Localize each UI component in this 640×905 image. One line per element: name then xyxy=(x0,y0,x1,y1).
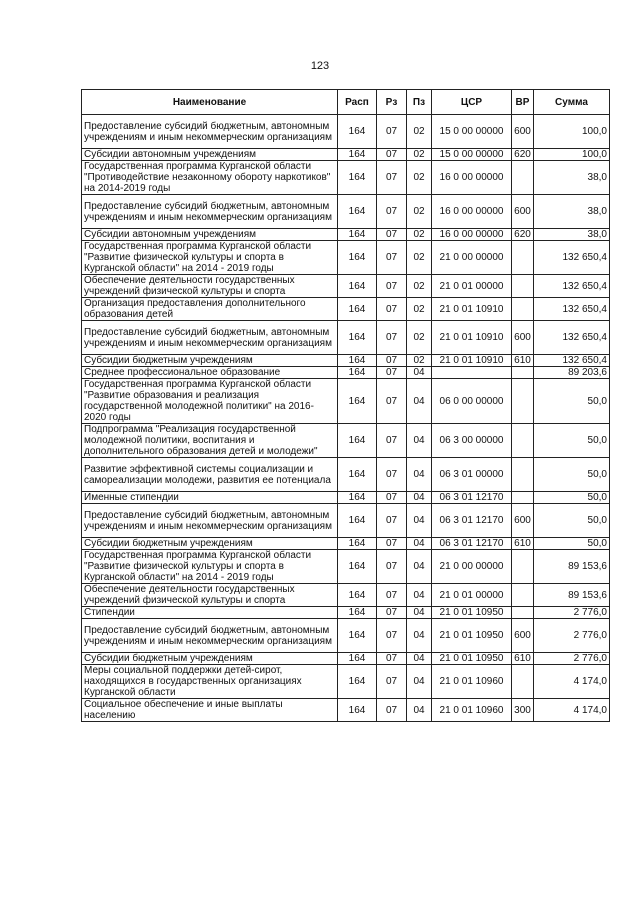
table-row xyxy=(82,699,610,722)
cell-pz: 04 xyxy=(407,367,432,379)
cell-name: Стипендии xyxy=(82,607,338,619)
cell-sum: 132 650,4 xyxy=(534,355,610,367)
cell-name: Среднее профессиональное образование xyxy=(82,367,338,379)
cell-name: Субсидии бюджетным учреждениям xyxy=(82,653,338,665)
cell-sum: 50,0 xyxy=(534,504,610,538)
cell-name: Организация предоставления дополнительного образования детей xyxy=(82,298,338,321)
table-row xyxy=(82,149,610,161)
cell-sum: 4 174,0 xyxy=(534,699,610,722)
cell-vr xyxy=(512,550,534,584)
table-row xyxy=(82,538,610,550)
cell-rasp: 164 xyxy=(338,607,377,619)
cell-csr: 21 0 01 10910 xyxy=(432,321,512,355)
table-body xyxy=(82,115,610,722)
cell-rasp: 164 xyxy=(338,195,377,229)
cell-pz: 02 xyxy=(407,275,432,298)
cell-rasp: 164 xyxy=(338,619,377,653)
cell-vr: 620 xyxy=(512,149,534,161)
cell-vr: 600 xyxy=(512,321,534,355)
header-rasp: Расп xyxy=(338,90,377,115)
cell-sum: 132 650,4 xyxy=(534,298,610,321)
cell-vr: 600 xyxy=(512,195,534,229)
cell-pz: 02 xyxy=(407,321,432,355)
budget-table xyxy=(81,89,610,722)
cell-sum: 50,0 xyxy=(534,538,610,550)
cell-pz: 02 xyxy=(407,241,432,275)
cell-name: Государственная программа Курганской области "Развитие физической культуры и спорта в Курганской области" на 2014 - 2019 годы xyxy=(82,241,338,275)
cell-rz: 07 xyxy=(377,619,407,653)
table-header-row xyxy=(82,90,610,115)
cell-sum: 2 776,0 xyxy=(534,653,610,665)
cell-csr: 06 3 01 12170 xyxy=(432,492,512,504)
table-row xyxy=(82,195,610,229)
cell-rz: 07 xyxy=(377,538,407,550)
cell-rasp: 164 xyxy=(338,665,377,699)
cell-pz: 04 xyxy=(407,492,432,504)
table-row xyxy=(82,298,610,321)
cell-rz: 07 xyxy=(377,355,407,367)
cell-rasp: 164 xyxy=(338,538,377,550)
cell-pz: 04 xyxy=(407,458,432,492)
table-row xyxy=(82,161,610,195)
table-row xyxy=(82,379,610,424)
cell-vr xyxy=(512,424,534,458)
cell-rasp: 164 xyxy=(338,653,377,665)
cell-vr: 600 xyxy=(512,619,534,653)
cell-vr: 600 xyxy=(512,504,534,538)
cell-rz: 07 xyxy=(377,665,407,699)
cell-vr xyxy=(512,607,534,619)
cell-vr xyxy=(512,379,534,424)
cell-rasp: 164 xyxy=(338,149,377,161)
cell-pz: 02 xyxy=(407,161,432,195)
cell-name: Развитие эффективной системы социализации и самореализации молодежи, развития ее потенциала xyxy=(82,458,338,492)
cell-name: Субсидии бюджетным учреждениям xyxy=(82,355,338,367)
cell-rasp: 164 xyxy=(338,379,377,424)
cell-pz: 04 xyxy=(407,584,432,607)
cell-csr: 21 0 01 00000 xyxy=(432,275,512,298)
cell-name: Субсидии бюджетным учреждениям xyxy=(82,538,338,550)
cell-pz: 04 xyxy=(407,699,432,722)
cell-sum: 50,0 xyxy=(534,379,610,424)
page-number: 123 xyxy=(310,60,330,72)
cell-vr xyxy=(512,367,534,379)
table-row xyxy=(82,653,610,665)
cell-sum: 89 153,6 xyxy=(534,584,610,607)
cell-rz: 07 xyxy=(377,241,407,275)
cell-sum: 132 650,4 xyxy=(534,241,610,275)
cell-sum: 38,0 xyxy=(534,195,610,229)
cell-vr xyxy=(512,161,534,195)
table-row xyxy=(82,367,610,379)
cell-pz: 04 xyxy=(407,550,432,584)
cell-csr: 06 3 00 00000 xyxy=(432,424,512,458)
table-row xyxy=(82,321,610,355)
table-row xyxy=(82,355,610,367)
header-vr: ВР xyxy=(512,90,534,115)
cell-rasp: 164 xyxy=(338,241,377,275)
cell-name: Предоставление субсидий бюджетным, автономным учреждениям и иным некоммерческим организациям xyxy=(82,195,338,229)
cell-sum: 4 174,0 xyxy=(534,665,610,699)
cell-sum: 2 776,0 xyxy=(534,619,610,653)
cell-name: Социальное обеспечение и иные выплаты населению xyxy=(82,699,338,722)
cell-rasp: 164 xyxy=(338,355,377,367)
cell-csr: 21 0 01 10960 xyxy=(432,699,512,722)
cell-rasp: 164 xyxy=(338,161,377,195)
cell-name: Обеспечение деятельности государственных учреждений физической культуры и спорта xyxy=(82,275,338,298)
cell-vr xyxy=(512,492,534,504)
table-row xyxy=(82,492,610,504)
cell-sum: 50,0 xyxy=(534,458,610,492)
header-pz: Пз xyxy=(407,90,432,115)
cell-pz: 04 xyxy=(407,538,432,550)
cell-rz: 07 xyxy=(377,584,407,607)
table-row xyxy=(82,275,610,298)
table-row xyxy=(82,607,610,619)
cell-csr: 06 3 01 12170 xyxy=(432,504,512,538)
cell-pz: 02 xyxy=(407,229,432,241)
cell-rz: 07 xyxy=(377,458,407,492)
cell-pz: 02 xyxy=(407,195,432,229)
cell-csr: 21 0 00 00000 xyxy=(432,241,512,275)
cell-csr: 15 0 00 00000 xyxy=(432,149,512,161)
cell-rz: 07 xyxy=(377,149,407,161)
cell-pz: 04 xyxy=(407,424,432,458)
header-name: Наименование xyxy=(82,90,338,115)
cell-csr: 21 0 01 00000 xyxy=(432,584,512,607)
cell-sum: 50,0 xyxy=(534,424,610,458)
table-row xyxy=(82,229,610,241)
cell-rz: 07 xyxy=(377,229,407,241)
cell-rz: 07 xyxy=(377,607,407,619)
cell-sum: 132 650,4 xyxy=(534,321,610,355)
cell-sum: 132 650,4 xyxy=(534,275,610,298)
cell-vr: 600 xyxy=(512,115,534,149)
cell-name: Субсидии автономным учреждениям xyxy=(82,149,338,161)
cell-pz: 02 xyxy=(407,115,432,149)
cell-csr: 21 0 01 10960 xyxy=(432,665,512,699)
cell-rasp: 164 xyxy=(338,492,377,504)
cell-rz: 07 xyxy=(377,298,407,321)
cell-sum: 2 776,0 xyxy=(534,607,610,619)
cell-name: Именные стипендии xyxy=(82,492,338,504)
cell-rz: 07 xyxy=(377,195,407,229)
cell-name: Предоставление субсидий бюджетным, автономным учреждениям и иным некоммерческим организациям xyxy=(82,504,338,538)
cell-name: Меры социальной поддержки детей-сирот, находящихся в государственных организациях Курганской области xyxy=(82,665,338,699)
cell-rz: 07 xyxy=(377,275,407,298)
cell-pz: 04 xyxy=(407,504,432,538)
cell-rasp: 164 xyxy=(338,504,377,538)
cell-vr: 620 xyxy=(512,229,534,241)
cell-vr xyxy=(512,275,534,298)
cell-csr: 21 0 01 10910 xyxy=(432,355,512,367)
cell-name: Предоставление субсидий бюджетным, автономным учреждениям и иным некоммерческим организациям xyxy=(82,321,338,355)
cell-sum: 100,0 xyxy=(534,149,610,161)
cell-pz: 04 xyxy=(407,653,432,665)
cell-name: Субсидии автономным учреждениям xyxy=(82,229,338,241)
cell-sum: 38,0 xyxy=(534,229,610,241)
cell-pz: 04 xyxy=(407,379,432,424)
cell-csr xyxy=(432,367,512,379)
cell-vr: 610 xyxy=(512,355,534,367)
cell-rasp: 164 xyxy=(338,699,377,722)
cell-rz: 07 xyxy=(377,115,407,149)
cell-vr: 610 xyxy=(512,653,534,665)
cell-csr: 21 0 01 10950 xyxy=(432,653,512,665)
cell-name: Предоставление субсидий бюджетным, автономным учреждениям и иным некоммерческим организациям xyxy=(82,115,338,149)
cell-rasp: 164 xyxy=(338,321,377,355)
cell-rz: 07 xyxy=(377,653,407,665)
cell-rasp: 164 xyxy=(338,458,377,492)
cell-rz: 07 xyxy=(377,504,407,538)
cell-csr: 21 0 00 00000 xyxy=(432,550,512,584)
cell-vr xyxy=(512,298,534,321)
cell-csr: 06 3 01 12170 xyxy=(432,538,512,550)
cell-vr xyxy=(512,584,534,607)
table-row xyxy=(82,665,610,699)
cell-vr xyxy=(512,241,534,275)
cell-pz: 02 xyxy=(407,298,432,321)
cell-vr: 610 xyxy=(512,538,534,550)
cell-csr: 21 0 01 10950 xyxy=(432,619,512,653)
cell-rasp: 164 xyxy=(338,550,377,584)
cell-csr: 06 3 01 00000 xyxy=(432,458,512,492)
cell-rasp: 164 xyxy=(338,275,377,298)
cell-rasp: 164 xyxy=(338,298,377,321)
cell-sum: 100,0 xyxy=(534,115,610,149)
cell-csr: 16 0 00 00000 xyxy=(432,229,512,241)
cell-sum: 50,0 xyxy=(534,492,610,504)
cell-rasp: 164 xyxy=(338,115,377,149)
cell-name: Подпрограмма "Реализация государственной молодежной политики, воспитания и дополнительного образования детей и молодежи" xyxy=(82,424,338,458)
cell-csr: 16 0 00 00000 xyxy=(432,161,512,195)
cell-rz: 07 xyxy=(377,424,407,458)
cell-csr: 06 0 00 00000 xyxy=(432,379,512,424)
table-row xyxy=(82,241,610,275)
cell-csr: 16 0 00 00000 xyxy=(432,195,512,229)
cell-sum: 89 153,6 xyxy=(534,550,610,584)
cell-rz: 07 xyxy=(377,321,407,355)
cell-csr: 21 0 01 10950 xyxy=(432,607,512,619)
cell-name: Государственная программа Курганской области "Противодействие незаконному обороту наркотиков" на 2014-2019 годы xyxy=(82,161,338,195)
cell-rz: 07 xyxy=(377,550,407,584)
header-csr: ЦСР xyxy=(432,90,512,115)
table-row xyxy=(82,584,610,607)
cell-vr: 300 xyxy=(512,699,534,722)
cell-vr xyxy=(512,458,534,492)
table-row xyxy=(82,504,610,538)
cell-csr: 21 0 01 10910 xyxy=(432,298,512,321)
cell-rasp: 164 xyxy=(338,424,377,458)
cell-sum: 89 203,6 xyxy=(534,367,610,379)
table-row xyxy=(82,458,610,492)
cell-name: Предоставление субсидий бюджетным, автономным учреждениям и иным некоммерческим организациям xyxy=(82,619,338,653)
cell-sum: 38,0 xyxy=(534,161,610,195)
table-row xyxy=(82,424,610,458)
cell-rz: 07 xyxy=(377,492,407,504)
cell-rasp: 164 xyxy=(338,367,377,379)
header-rz: Рз xyxy=(377,90,407,115)
cell-rz: 07 xyxy=(377,161,407,195)
cell-rz: 07 xyxy=(377,367,407,379)
cell-rz: 07 xyxy=(377,379,407,424)
cell-vr xyxy=(512,665,534,699)
table-row xyxy=(82,619,610,653)
cell-rasp: 164 xyxy=(338,229,377,241)
table-row xyxy=(82,115,610,149)
cell-pz: 04 xyxy=(407,619,432,653)
cell-pz: 02 xyxy=(407,355,432,367)
cell-name: Государственная программа Курганской области "Развитие физической культуры и спорта в Курганской области" на 2014 - 2019 годы xyxy=(82,550,338,584)
cell-pz: 04 xyxy=(407,607,432,619)
table-row xyxy=(82,550,610,584)
header-sum: Сумма xyxy=(534,90,610,115)
cell-pz: 02 xyxy=(407,149,432,161)
cell-csr: 15 0 00 00000 xyxy=(432,115,512,149)
cell-rasp: 164 xyxy=(338,584,377,607)
cell-name: Обеспечение деятельности государственных учреждений физической культуры и спорта xyxy=(82,584,338,607)
cell-rz: 07 xyxy=(377,699,407,722)
cell-pz: 04 xyxy=(407,665,432,699)
cell-name: Государственная программа Курганской области "Развитие образования и реализация государственной молодежной политики" на 2016-2020 годы xyxy=(82,379,338,424)
